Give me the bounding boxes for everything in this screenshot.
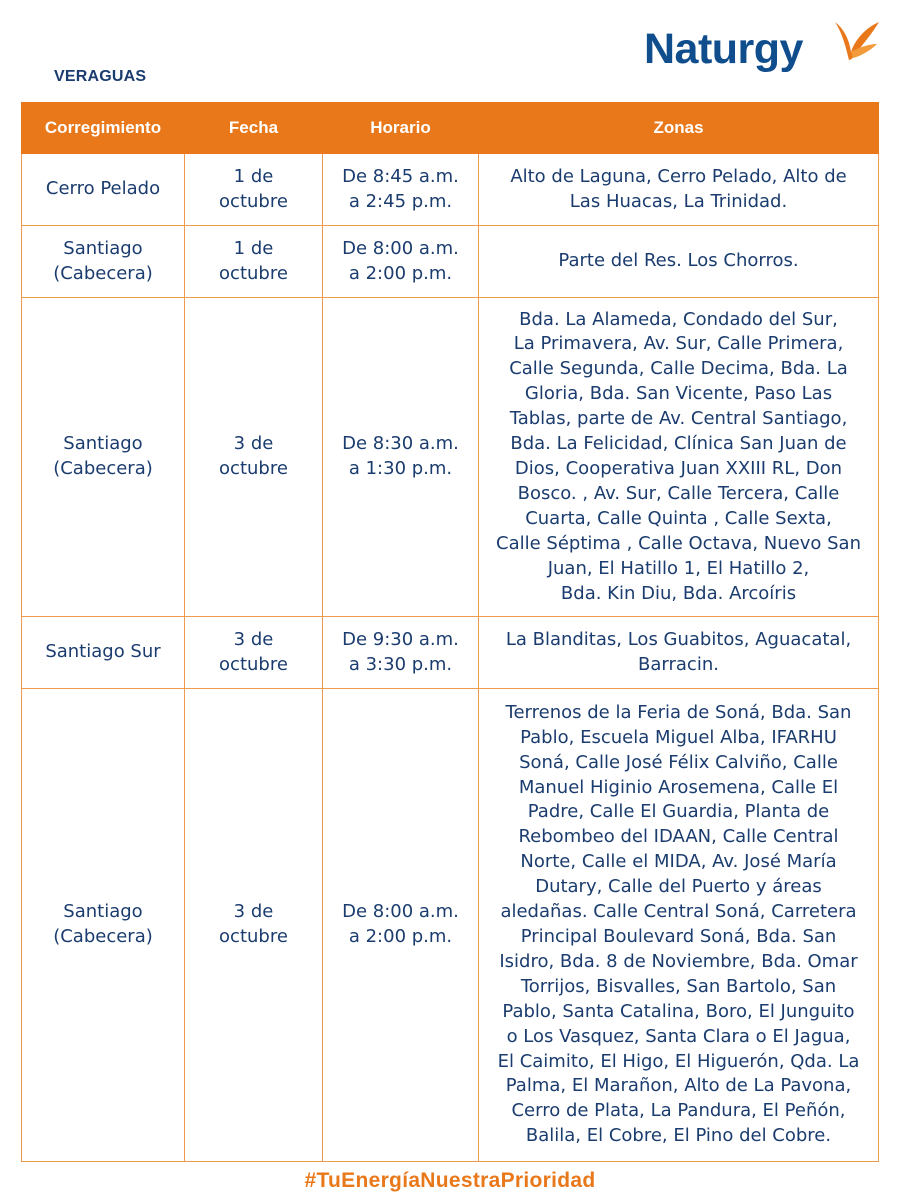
- naturgy-logo: [644, 14, 884, 84]
- cell-fecha: 3 de octubre: [185, 617, 323, 689]
- table-header-row: [22, 103, 879, 154]
- cell-corregimiento: Santiago (Cabecera): [22, 689, 185, 1162]
- cell-horario: De 9:30 a.m. a 3:30 p.m.: [323, 617, 479, 689]
- cell-horario: De 8:00 a.m. a 2:00 p.m.: [323, 689, 479, 1162]
- cell-zonas: Parte del Res. Los Chorros.: [479, 226, 879, 298]
- header-corregimiento: Corregimiento: [22, 103, 185, 154]
- table-row: [22, 154, 879, 226]
- cell-zonas: Terrenos de la Feria de Soná, Bda. San Pablo, Escuela Miguel Alba, IFARHU Soná, Calle José Félix Calviño, Calle Manuel Higinio Arosemena, Calle El Padre, Calle El Guardia, Planta de Rebombeo del IDAAN, Calle Central Norte, Calle el MIDA, Av. José María Dutary, Calle del Puerto y áreas aledañas. Calle Central Soná, Carretera Principal Boulevard Soná, Bda. San Isidro, Bda. 8 de Noviembre, Bda. Omar Torrijos, Bisvalles, San Bartolo, San Pablo, Santa Catalina, Boro, El Junguito o Los Vasquez, Santa Clara o El Jagua, El Caimito, El Higo, El Higuerón, Qda. La Palma, El Marañon, Alto de La Pavona, Cerro de Plata, La Pandura, El Peñón, Balila, El Cobre, El Pino del Cobre.: [479, 689, 879, 1162]
- campaign-hashtag: #TuEnergíaNuestraPrioridad: [304, 1169, 596, 1192]
- header-fecha: Fecha: [185, 103, 323, 154]
- cell-horario: De 8:30 a.m. a 1:30 p.m.: [323, 298, 479, 617]
- header-horario: Horario: [323, 103, 479, 154]
- cell-fecha: 1 de octubre: [185, 154, 323, 226]
- cell-zonas: Bda. La Alameda, Condado del Sur, La Primavera, Av. Sur, Calle Primera, Calle Segunda, Calle Decima, Bda. La Gloria, Bda. San Vicente, Paso Las Tablas, parte de Av. Central Santiago, Bda. La Felicidad, Clínica San Juan de Dios, Cooperativa Juan XXIII RL, Don Bosco. , Av. Sur, Calle Tercera, Calle Cuarta, Calle Quinta , Calle Sexta, Calle Séptima , Calle Octava, Nuevo San Juan, El Hatillo 1, El Hatillo 2, Bda. Kin Diu, Bda. Arcoíris: [479, 298, 879, 617]
- cell-fecha: 3 de octubre: [185, 689, 323, 1162]
- cell-fecha: 1 de octubre: [185, 226, 323, 298]
- cell-zonas: La Blanditas, Los Guabitos, Aguacatal, Barracin.: [479, 617, 879, 689]
- schedule-table: [21, 102, 879, 1162]
- cell-zonas: Alto de Laguna, Cerro Pelado, Alto de Las Huacas, La Trinidad.: [479, 154, 879, 226]
- butterfly-icon: [829, 14, 885, 70]
- table-row: [22, 298, 879, 617]
- cell-corregimiento: Santiago Sur: [22, 617, 185, 689]
- cell-fecha: 3 de octubre: [185, 298, 323, 617]
- table-row: [22, 226, 879, 298]
- cell-corregimiento: Cerro Pelado: [22, 154, 185, 226]
- cell-corregimiento: Santiago (Cabecera): [22, 226, 185, 298]
- logo-wordmark: Naturgy: [644, 25, 803, 73]
- table-row: [22, 617, 879, 689]
- cell-horario: De 8:00 a.m. a 2:00 p.m.: [323, 226, 479, 298]
- region-title: VERAGUAS: [54, 68, 147, 85]
- cell-horario: De 8:45 a.m. a 2:45 p.m.: [323, 154, 479, 226]
- cell-corregimiento: Santiago (Cabecera): [22, 298, 185, 617]
- table-row: [22, 689, 879, 1162]
- header-zonas: Zonas: [479, 103, 879, 154]
